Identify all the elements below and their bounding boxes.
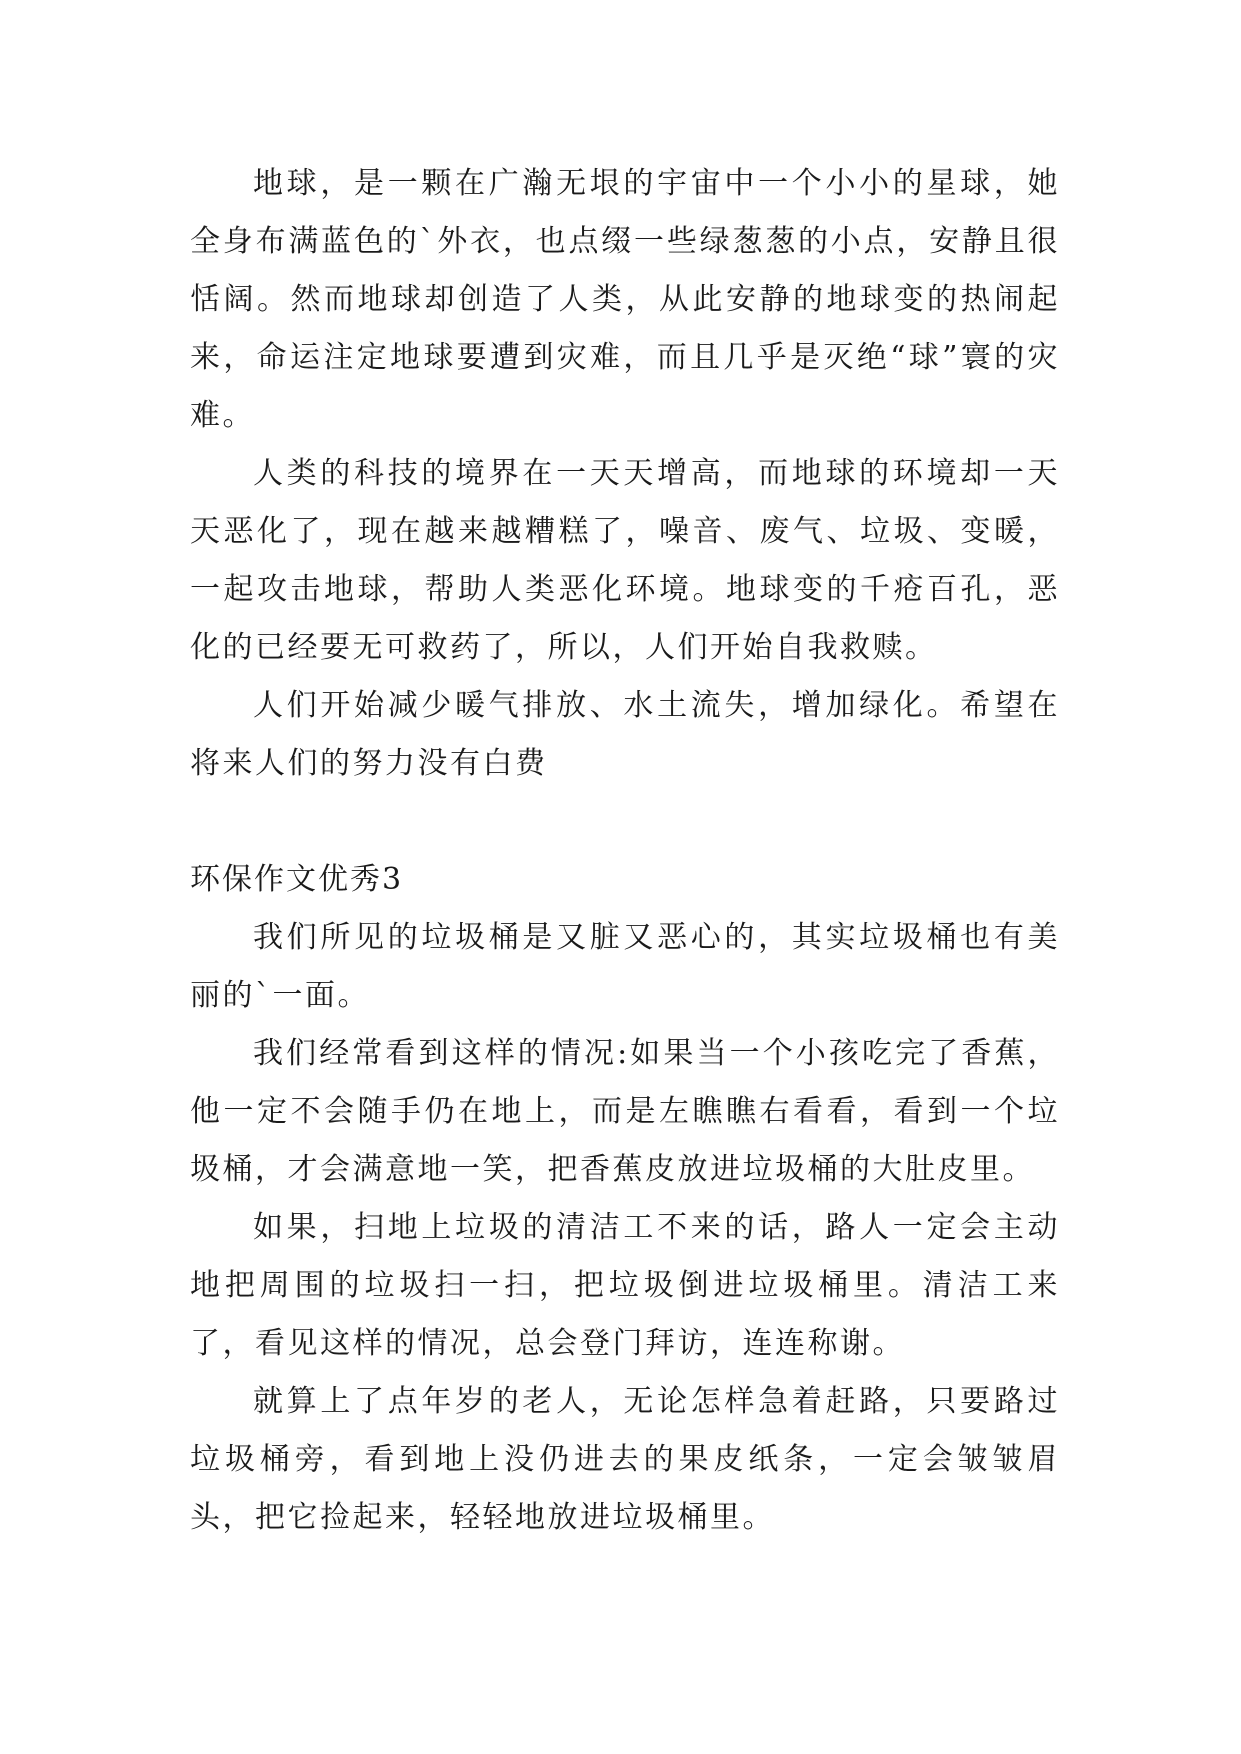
- paragraph: 人类的科技的境界在一天天增高，而地球的环境却一天天恶化了，现在越来越糟糕了，噪音、废气、垃圾、变暖，一起攻击地球，帮助人类恶化环境。地球变的千疮百孔，恶化的已经要无可救药了，所以，人们开始自我救赎。: [190, 456, 1060, 665]
- paragraph: 就算上了点年岁的老人，无论怎样急着赶路，只要路过垃圾桶旁，看到地上没仍进去的果皮纸条，一定会皱皱眉头，把它捡起来，轻轻地放进垃圾桶里。: [190, 1384, 1060, 1535]
- section-heading: 环保作文优秀3: [190, 862, 404, 897]
- section-gap: [190, 793, 1060, 851]
- document-body: [190, 155, 1060, 1547]
- paragraph: 地球，是一颗在广瀚无垠的宇宙中一个小小的星球，她全身布满蓝色的`外衣，也点缀一些绿葱葱的小点，安静且很恬阔。然而地球却创造了人类，从此安静的地球变的热闹起来，命运注定地球要遭到灾难，而且几乎是灭绝“球”寰的灾难。: [190, 166, 1060, 433]
- paragraph: 如果，扫地上垃圾的清洁工不来的话，路人一定会主动地把周围的垃圾扫一扫，把垃圾倒进垃圾桶里。清洁工来了，看见这样的情况，总会登门拜访，连连称谢。: [190, 1210, 1060, 1361]
- paragraph: 我们所见的垃圾桶是又脏又恶心的，其实垃圾桶也有美丽的`一面。: [190, 920, 1060, 1013]
- paragraph: 人们开始减少暖气排放、水土流失，增加绿化。希望在将来人们的努力没有白费: [190, 688, 1060, 781]
- paragraph: 我们经常看到这样的情况:如果当一个小孩吃完了香蕉，他一定不会随手仍在地上，而是左瞧瞧右看看，看到一个垃圾桶，才会满意地一笑，把香蕉皮放进垃圾桶的大肚皮里。: [190, 1036, 1060, 1187]
